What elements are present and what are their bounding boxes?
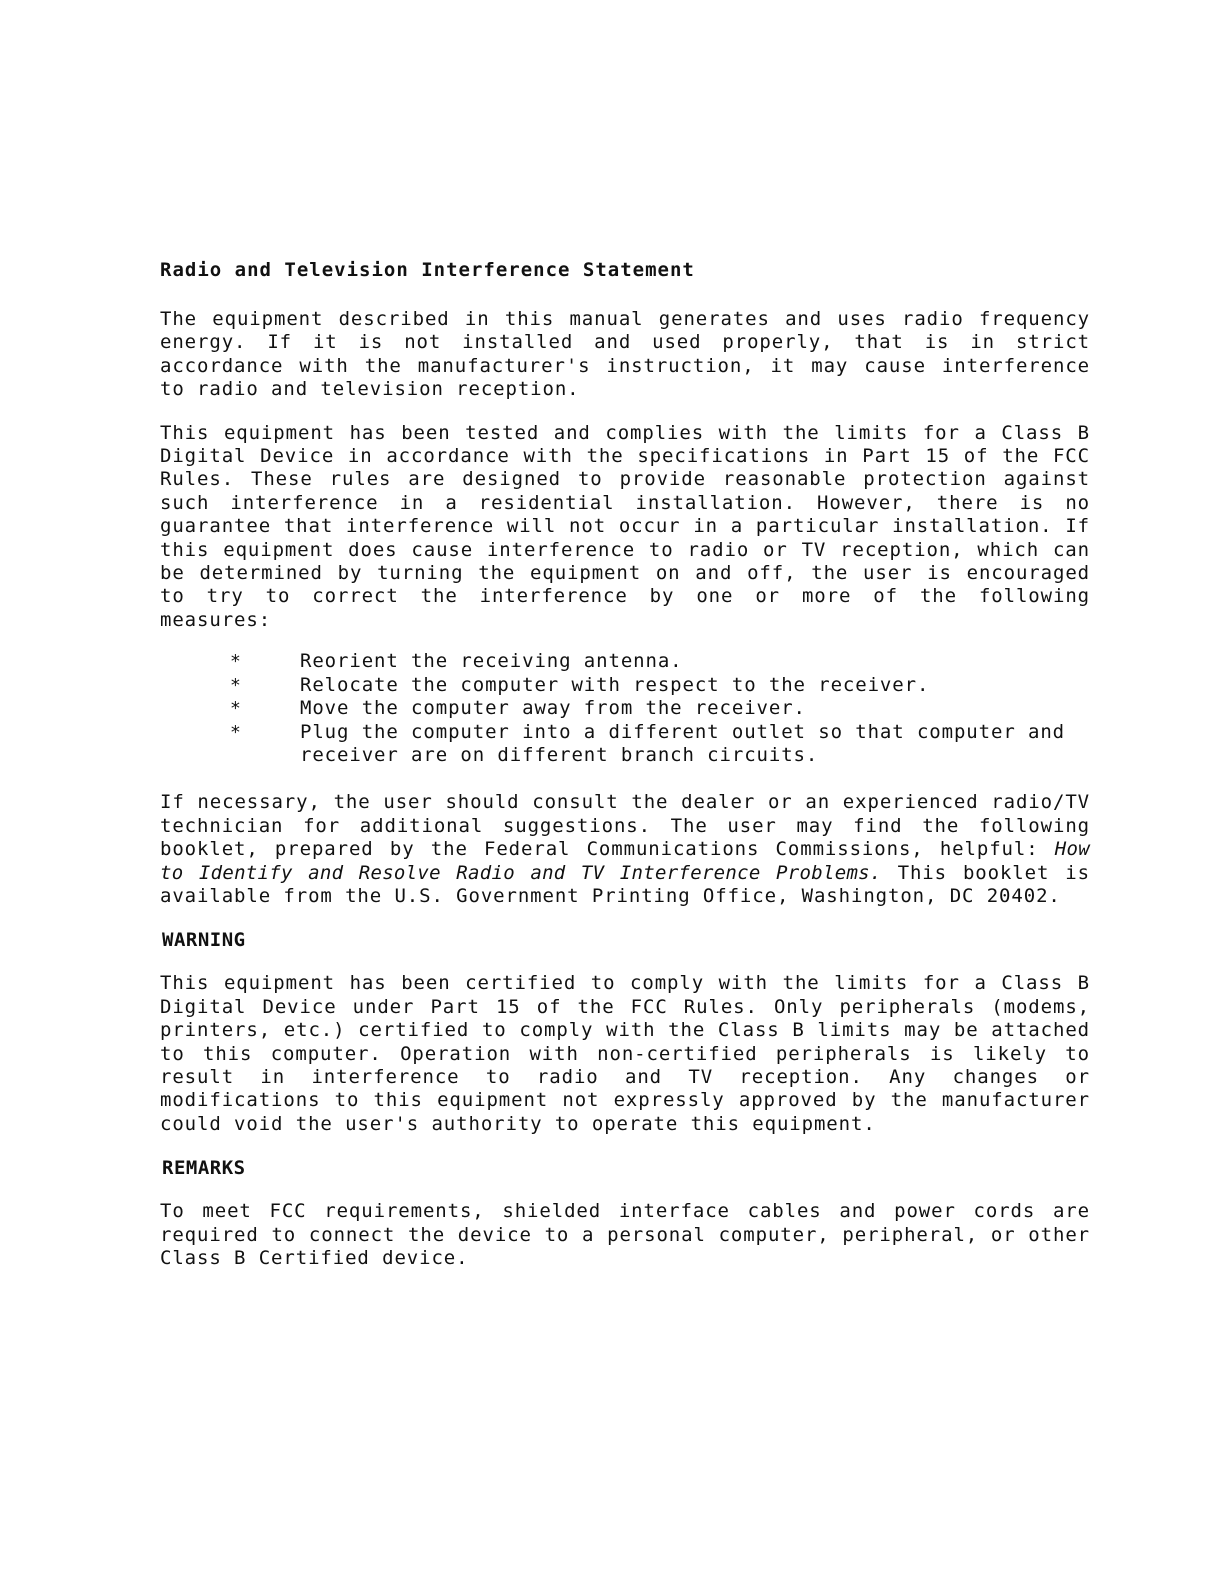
measure-text: Plug the computer into a different outlet so that computer and receiver are on different branch circuits. (300, 720, 1066, 766)
asterisk-bullet-icon: * (230, 721, 242, 743)
document-page (160, 258, 1090, 1290)
intro-paragraph: The equipment described in this manual generates and uses radio frequency energy. If it is not installed and used properly, that is in strict accordance with the manufacturer's instruction, it may cause interference to radio and television reception. (160, 308, 1090, 401)
document-title: Radio and Television Interference Statement (160, 259, 695, 281)
asterisk-bullet-icon: * (230, 698, 242, 720)
remarks-heading: REMARKS (162, 1157, 246, 1180)
asterisk-bullet-icon: * (230, 651, 242, 673)
warning-heading: WARNING (162, 929, 246, 952)
measure-text: Reorient the receiving antenna. (300, 650, 683, 673)
measure-text: Relocate the computer with respect to the receiver. (300, 673, 930, 696)
remarks-paragraph: To meet FCC requirements, shielded interface cables and power cords are required to connect the device to a personal computer, peripheral, or other Class B Certified device. (160, 1200, 1090, 1269)
list-item (160, 721, 1090, 768)
list-item (160, 650, 1090, 673)
consult-text-after: This booklet is available from the U.S. Government Printing Office, Washington, DC 20402. (160, 861, 1090, 907)
consult-paragraph (160, 791, 1090, 908)
list-item (160, 674, 1090, 697)
asterisk-bullet-icon: * (230, 674, 242, 696)
measures-list (160, 650, 1090, 767)
list-item (160, 697, 1090, 720)
warning-paragraph: This equipment has been certified to comply with the limits for a Class B Digital Device under Part 15 of the FCC Rules. Only peripherals (modems, printers, etc.) certified to comply with the Class B limits may be attached to this computer. Operation with non-certified peripherals is likely to result in interference to radio and TV reception. Any changes or modifications to this equipment not expressly approved by the manufacturer could void the user's authority to operate this equipment. (160, 972, 1090, 1135)
compliance-paragraph: This equipment has been tested and complies with the limits for a Class B Digital Device in accordance with the specifications in Part 15 of the FCC Rules. These rules are designed to provide reasonable protection against such interference in a residential installation. However, there is no guarantee that interference will not occur in a particular installation. If this equipment does cause interference to radio or TV reception, which can be determined by turning the equipment on and off, the user is encouraged to try to correct the interference by one or more of the following measures: (160, 421, 1090, 631)
measure-text: Move the computer away from the receiver. (300, 697, 806, 720)
consult-text-before: If necessary, the user should consult the dealer or an experienced radio/TV technician for additional suggestions. The user may find the following booklet, prepared by the Federal Communications Commissions, helpful: (160, 791, 1090, 861)
booklet-title: How to Identify and Resolve Radio and TV Interference Problems. (160, 838, 1090, 884)
